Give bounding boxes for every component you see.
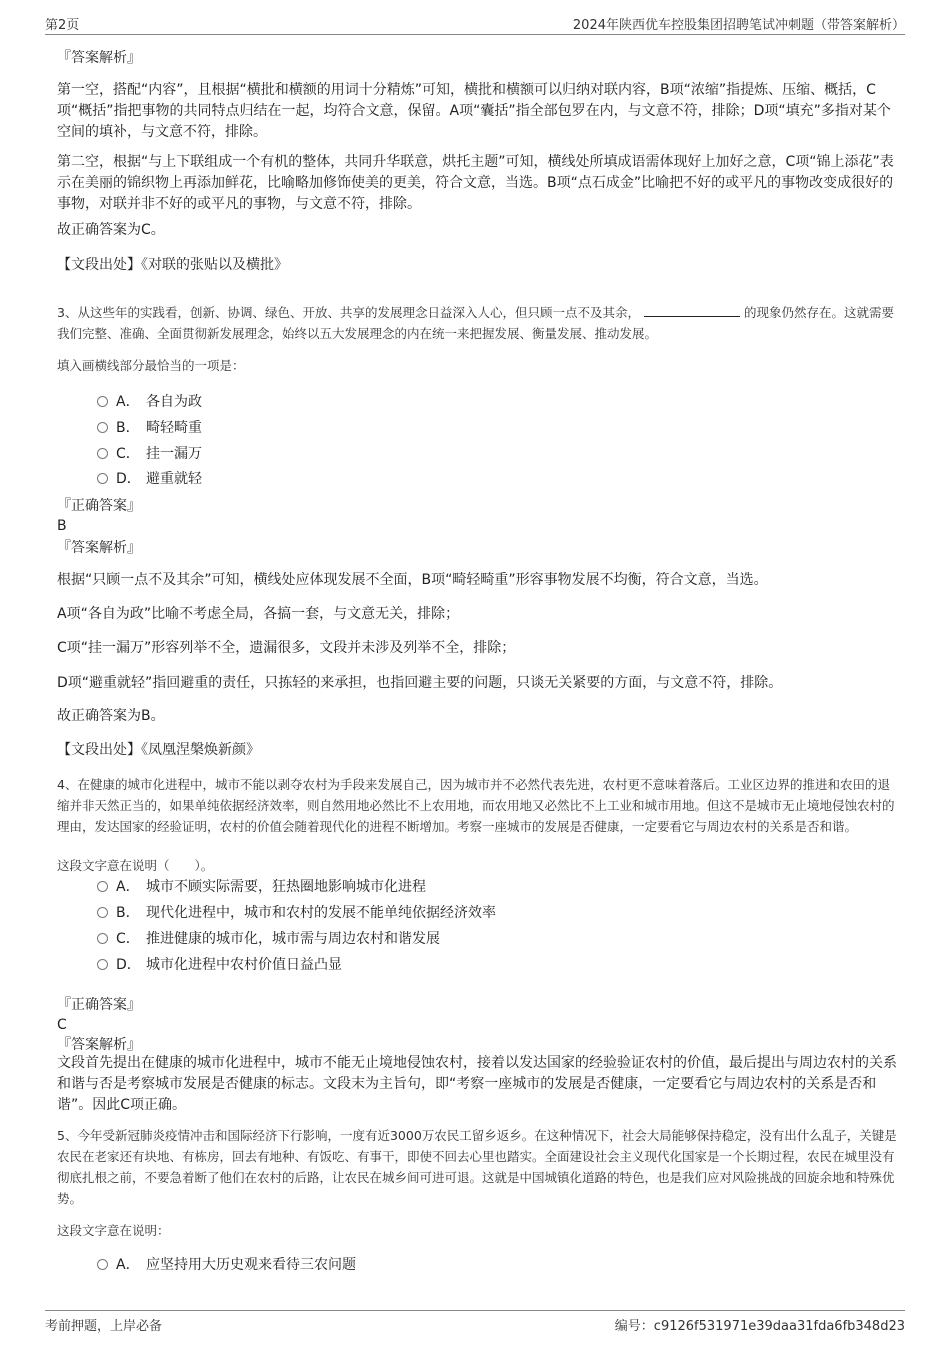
q4-answer: C (57, 1017, 67, 1033)
q3-analysis-2: A项“各自为政”比喻不考虑全局，各搞一套，与文意无关，排除； (57, 606, 460, 622)
q2-analysis-para2: 第二空，根据“与上下联组成一个有机的整体，共同升华联意，烘托主题”可知，横线处所填成语需体现好上加好之意，C项“锦上添花”表示在美丽的锦织物上再添加鲜花，比喻略加修饰使美的更美，符合文意，当选。B项“点石成金”比喻把不好的或平凡的事物改变成很好的事物，对联并非不好的或平凡的事物，与文意不符，排除。 (57, 154, 894, 212)
q3-stem (57, 302, 897, 344)
q4-option-d[interactable]: D． 城市化进程中农村价值日益凸显 (97, 955, 342, 975)
q5-stem: 5、今年受新冠肺炎疫情冲击和国际经济下行影响，一度有近3000万农民工留乡返乡。在这种情况下，社会大局能够保持稳定，没有出什么乱子，关键是农民在老家还有块地、有栋房，回去有地种、有饭吃、有事干，即使不回去心里也踏实。全面建设社会主义现代化国家是一个长期过程，农民在城里没有彻底扎根之前，不要急着断了他们在农村的后路，让农民在城乡间可进可退。这就是中国城镇化道路的特色，也是我们应对风险挑战的回旋余地和特殊优势。 (57, 1128, 897, 1206)
q5-option-a[interactable]: A． 应坚持用大历史观来看待三农问题 (97, 1255, 356, 1275)
radio-icon[interactable] (97, 396, 108, 407)
q2-source: 【文段出处】《对联的张贴以及横批》 (57, 257, 288, 273)
q3-analysis-1: 根据“只顾一点不及其余”可知，横线处应体现发展不全面，B项“畸轻畸重”形容事物发展不均衡，符合文意，当选。 (57, 572, 768, 588)
radio-icon[interactable] (97, 881, 108, 892)
q3-analysis-label: 『答案解析』 (57, 540, 141, 556)
radio-icon[interactable] (97, 959, 108, 970)
footer-slogan: 考前押题，上岸必备 (45, 1319, 163, 1334)
q3-stem-before: 3、从这些年的实践看，创新、协调、绿色、开放、共享的发展理念日益深入人心，但只顾一点不及其余， (57, 305, 640, 320)
q2-analysis-para1: 第一空，搭配“内容”，且根据“横批和横额的用词十分精炼”可知，横批和横额可以归纳对联内容，B项“浓缩”指提炼、压缩、概括，C项“概括”指把事物的共同特点归结在一起，均符合文意，保留。A项“囊括”指全部包罗在内，与文意不符，排除；D项“填充”多指对某个空间的填补，与文意不符，排除。 (57, 82, 891, 140)
radio-icon[interactable] (97, 1259, 108, 1270)
q4-prompt: 这段文字意在说明（ ）。 (57, 858, 214, 873)
page-number: 第2页 (45, 18, 80, 33)
radio-icon[interactable] (97, 907, 108, 918)
q3-option-b[interactable]: B． 畸轻畸重 (97, 418, 202, 438)
radio-icon[interactable] (97, 448, 108, 459)
q4-answer-label: 『正确答案』 (57, 997, 141, 1013)
q4-option-b[interactable]: B． 现代化进程中，城市和农村的发展不能单纯依据经济效率 (97, 903, 496, 923)
q5-prompt: 这段文字意在说明： (57, 1223, 170, 1238)
q4-option-a[interactable]: A． 城市不顾实际需要，狂热圈地影响城市化进程 (97, 877, 426, 897)
radio-icon[interactable] (97, 473, 108, 484)
radio-icon[interactable] (97, 422, 108, 433)
q3-answer-label: 『正确答案』 (57, 498, 141, 514)
q3-option-a[interactable]: A． 各自为政 (97, 392, 202, 412)
q3-option-c[interactable]: C． 挂一漏万 (97, 444, 202, 464)
q3-blank (644, 304, 740, 317)
q3-answer: B (57, 518, 67, 534)
q3-analysis-4: D项“避重就轻”指回避重的责任，只拣轻的来承担，也指回避主要的问题，只谈无关紧要的方面，与文意不符，排除。 (57, 675, 783, 691)
q3-option-d[interactable]: D． 避重就轻 (97, 469, 202, 489)
q3-analysis-3: C项“挂一漏万”形容列举不全，遗漏很多，文段并未涉及列举不全，排除； (57, 640, 516, 656)
q4-option-c[interactable]: C． 推进健康的城市化，城市需与周边农村和谐发展 (97, 929, 440, 949)
q4-stem: 4、在健康的城市化进程中，城市不能以剥夺农村为手段来发展自己，因为城市并不必然代表先进，农村更不意味着落后。工业区边界的推进和农田的退缩并非天然正当的，如果单纯依据经济效率，则自然用地必然比不上农用地，而农用地又必然比不上工业和城市用地。但这不是城市无止境地侵蚀农村的理由，发达国家的经验证明，农村的价值会随着现代化的进程不断增加。考察一座城市的发展是否健康，一定要看它与周边农村的关系是否和谐。 (57, 777, 895, 834)
q3-conclusion: 故正确答案为B。 (57, 708, 165, 724)
page-footer (45, 1310, 905, 1335)
q3-stem-after: 的现象仍然存在。这就需要我们完整、准确、全面贯彻新发展理念，始终以五大发展理念的内在统一来把握发展、衡量发展、推动发展。 (57, 305, 894, 341)
radio-icon[interactable] (97, 933, 108, 944)
q2-conclusion: 故正确答案为C。 (57, 222, 165, 238)
q3-prompt: 填入画横线部分最恰当的一项是： (57, 358, 245, 373)
document-title: 2024年陕西优车控股集团招聘笔试冲刺题（带答案解析） (572, 18, 905, 33)
q2-analysis-label: 『答案解析』 (57, 50, 141, 66)
page-header (45, 12, 905, 35)
document-code: 编号：c9126f531971e39daa31fda6fb348d23 (614, 1319, 905, 1334)
q3-source: 【文段出处】《凤凰涅槃焕新颜》 (57, 742, 260, 758)
q4-analysis: 文段首先提出在健康的城市化进程中，城市不能无止境地侵蚀农村，接着以发达国家的经验验证农村的价值，最后提出与周边农村的关系和谐与否是考察城市发展是否健康的标志。文段末为主旨句，即“考察一座城市的发展是否健康，一定要看它与周边农村的关系是否和谐”。因此C项正确。 (57, 1055, 897, 1113)
q4-analysis-label: 『答案解析』 (57, 1037, 141, 1053)
